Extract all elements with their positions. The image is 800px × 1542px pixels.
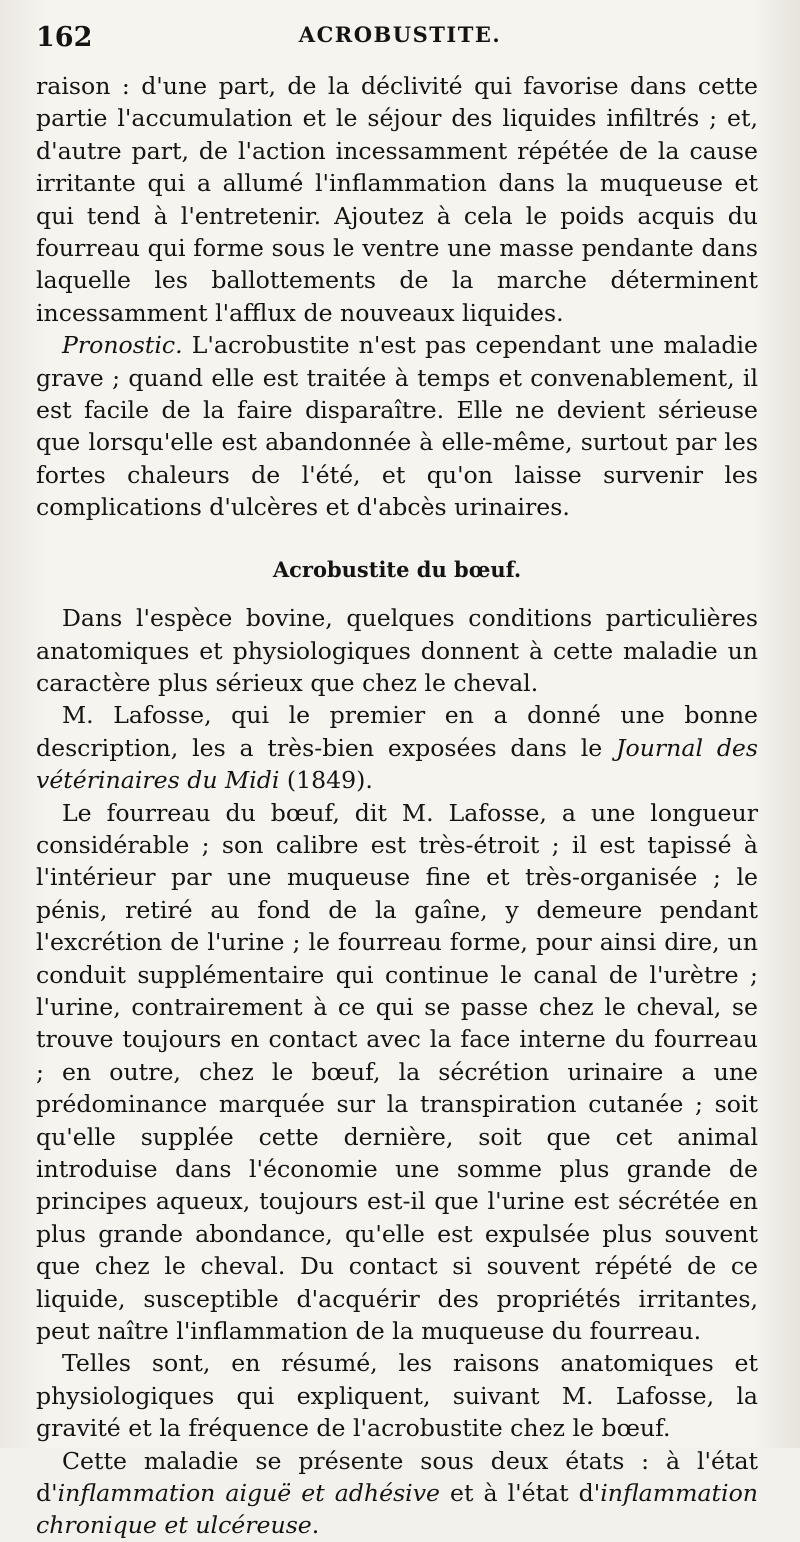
etat-aigu: inflammation aiguë et adhésive [57, 1479, 441, 1508]
lafosse-text-a: M. Lafosse, qui le premier en a donné une bonne description, les a très-bien exposées dans le [36, 701, 758, 762]
etat-chronique: inflammation chronique et ulcéreuse [36, 1479, 758, 1540]
page-number: 162 [36, 22, 93, 53]
paragraph-continuation: raison : d'une part, de la déclivité qui favorise dans cette partie l'accumulation et le séjour des liquides infiltrés ; et, d'autre part, de l'action incessamment répétée de la cause irritante qui a allumé l'inflammation dans la muqueuse et qui tend à l'entretenir. Ajoutez à cela le poids acquis du fourreau qui forme sous le ventre une masse pendante dans laquelle les ballottements de la marche déterminent incessamment l'afflux de nouveaux liquides. [36, 72, 758, 327]
paragraph-lafosse [36, 699, 758, 796]
paragraph-resume: Telles sont, en résumé, les raisons anatomiques et physiologiques qui expliquent, suivant M. Lafosse, la gravité et la fréquence de l'acrobustite chez le bœuf. [36, 1349, 758, 1443]
section-heading: Acrobustite du bœuf. [272, 556, 522, 582]
page-body [36, 70, 758, 1542]
etats-text-c: . [311, 1511, 320, 1540]
lafosse-text-b: (1849). [279, 766, 373, 795]
etats-text-a: Cette maladie se présente sous deux états : à l'état d' [36, 1446, 758, 1508]
paragraph-fourreau: Le fourreau du bœuf, dit M. Lafosse, a une longueur considérable ; son calibre est très-étroit ; il est tapissé à l'intérieur par une muqueuse fine et très-organisée ; le pénis, retiré au fond de la gaîne, y demeure pendant l'excrétion de l'urine ; le fourreau forme, pour ainsi dire, un conduit supplémentaire qui continue le canal de l'urètre ; l'urine, contrairement à ce qui se passe chez le cheval, se trouve toujours en contact avec la face interne du fourreau ; en outre, chez le bœuf, la sécrétion urinaire a une prédominance marquée sur la transpiration cutanée ; soit qu'elle supplée cette dernière, soit que cet animal introduise dans l'économie une somme plus grande de principes aqueux, toujours est-il que l'urine est sécrétée en plus grande abondance, qu'elle est expulsée plus souvent que chez le cheval. Du contact si souvent répété de ce liquide, susceptible d'acquérir des propriétés irritantes, peut naître l'inflammation de la muqueuse du fourreau. [36, 798, 758, 1346]
journal-title: Journal des vétérinaires du Midi [36, 733, 758, 795]
pronostic-lead: Pronostic. [62, 331, 183, 360]
running-title: ACROBUSTITE. [298, 22, 502, 47]
paragraph-intro-bovine: Dans l'espèce bovine, quelques conditions particulières anatomiques et physiologiques donnent à cette maladie un caractère plus sérieux que chez le cheval. [36, 604, 758, 697]
pronostic-text: L'acrobustite n'est pas cependant une maladie grave ; quand elle est traitée à temps et convenablement, il est facile de la faire disparaître. Elle ne devient sérieuse que lorsqu'elle est abandonnée à elle-même, surtout par les fortes chaleurs de l'été, et qu'on laisse survenir les complications d'ulcères et d'abcès urinaires. [36, 331, 758, 522]
etats-text-b: et à l'état d' [440, 1479, 601, 1508]
paragraph-pronostic [36, 329, 758, 523]
page-header [36, 22, 764, 52]
paragraph-deux-etats [36, 1445, 758, 1542]
